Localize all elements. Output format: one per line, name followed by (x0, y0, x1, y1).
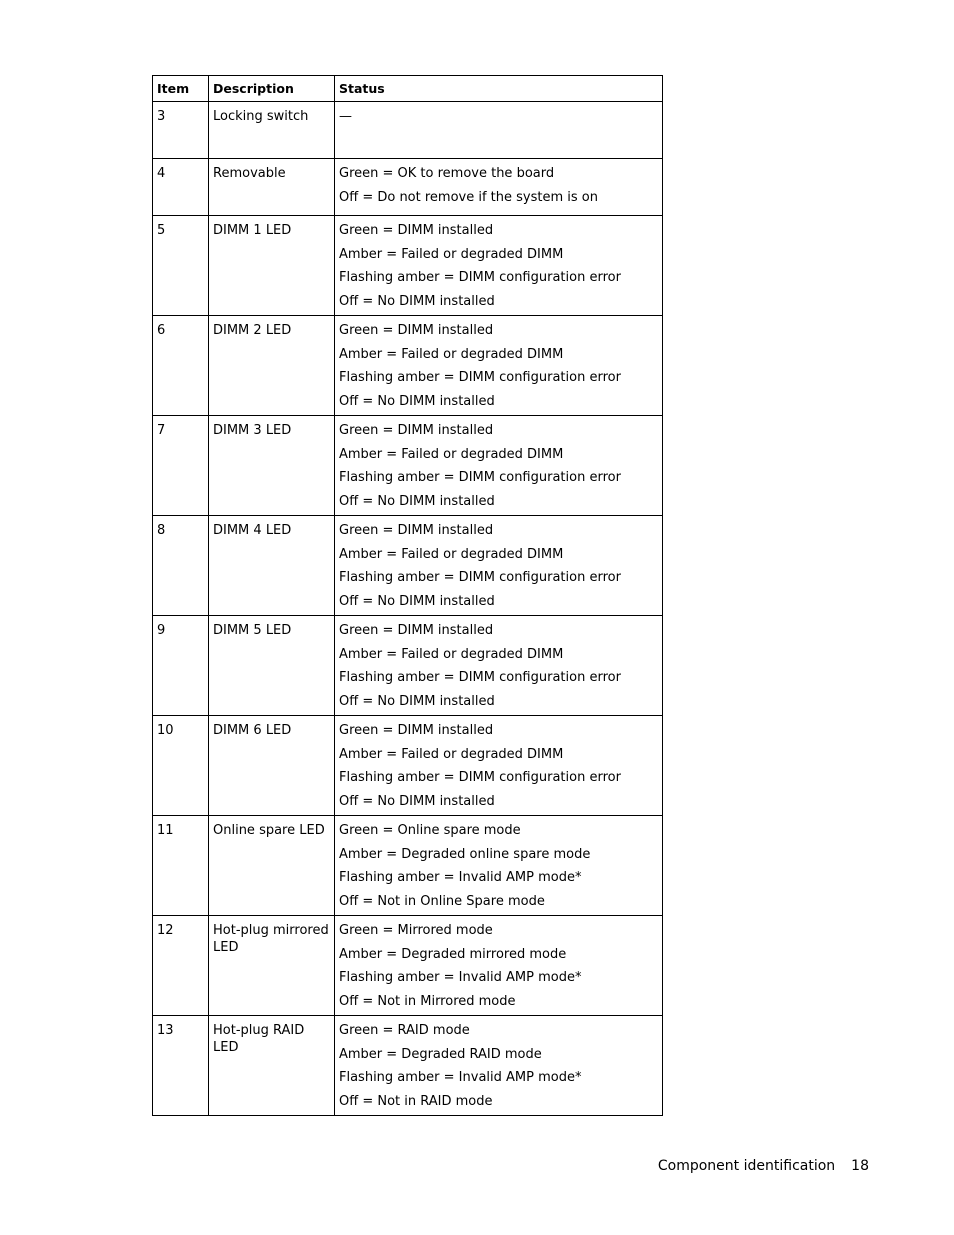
item-description: DIMM 5 LED (213, 623, 292, 638)
cell-status (335, 716, 663, 816)
status-line: Off = Not in Mirrored mode (339, 993, 516, 1009)
status-line: Off = No DIMM installed (339, 493, 495, 509)
item-description: Locking switch (213, 109, 309, 124)
item-number: 3 (157, 109, 166, 124)
status-line: Flashing amber = DIMM configuration error (339, 670, 621, 685)
component-led-table (152, 75, 663, 1116)
cell-status (335, 616, 663, 716)
item-number: 10 (157, 723, 174, 738)
header-item: Item (153, 76, 209, 102)
item-description: DIMM 4 LED (213, 523, 292, 538)
status-line: Green = DIMM installed (339, 723, 494, 738)
status-line: Amber = Failed or degraded DIMM (339, 546, 564, 562)
cell-item (153, 616, 209, 716)
cell-status (335, 816, 663, 916)
table-row (153, 102, 663, 159)
status-line: Amber = Failed or degraded DIMM (339, 646, 564, 662)
status-line: Off = Not in Online Spare mode (339, 893, 545, 909)
item-number: 6 (157, 323, 166, 338)
table-row (153, 816, 663, 916)
status-line: Green = Mirrored mode (339, 923, 493, 938)
status-line: Flashing amber = Invalid AMP mode* (339, 870, 582, 885)
item-number: 4 (157, 166, 166, 181)
cell-item (153, 102, 209, 159)
table-header-row (153, 76, 663, 102)
item-description: Online spare LED (213, 823, 325, 838)
cell-description (209, 1016, 335, 1116)
cell-description (209, 916, 335, 1016)
cell-status (335, 102, 663, 159)
item-description: DIMM 6 LED (213, 723, 292, 738)
status-line: Green = DIMM installed (339, 323, 494, 338)
table-row (153, 159, 663, 216)
item-number: 13 (157, 1023, 174, 1038)
footer-page-number: 18 (851, 1158, 869, 1174)
cell-description (209, 816, 335, 916)
status-line: Flashing amber = Invalid AMP mode* (339, 1070, 582, 1085)
cell-item (153, 716, 209, 816)
item-description: Removable (213, 166, 286, 181)
status-line: Amber = Failed or degraded DIMM (339, 746, 564, 762)
item-description: DIMM 1 LED (213, 223, 292, 238)
status-line: Amber = Degraded online spare mode (339, 846, 591, 862)
item-number: 12 (157, 923, 174, 938)
cell-item (153, 916, 209, 1016)
footer-section-title: Component identification (657, 1158, 836, 1174)
cell-status (335, 416, 663, 516)
cell-description (209, 616, 335, 716)
status-line: Amber = Failed or degraded DIMM (339, 346, 564, 362)
item-number: 11 (157, 823, 174, 838)
cell-status (335, 1016, 663, 1116)
item-number: 7 (157, 423, 166, 438)
table-row (153, 316, 663, 416)
table-row (153, 216, 663, 316)
status-line: Green = DIMM installed (339, 623, 494, 638)
item-description: Hot-plug RAID LED (213, 1023, 305, 1055)
cell-item (153, 516, 209, 616)
cell-status (335, 316, 663, 416)
item-number: 9 (157, 623, 166, 638)
table-row (153, 516, 663, 616)
header-description: Description (209, 76, 335, 102)
cell-description (209, 102, 335, 159)
cell-item (153, 1016, 209, 1116)
status-line: Flashing amber = DIMM configuration error (339, 770, 621, 785)
cell-status (335, 216, 663, 316)
page-footer (658, 1158, 869, 1174)
cell-status (335, 516, 663, 616)
table-row (153, 716, 663, 816)
cell-item (153, 159, 209, 216)
status-line: Amber = Failed or degraded DIMM (339, 446, 564, 462)
cell-description (209, 316, 335, 416)
status-line: Flashing amber = DIMM configuration error (339, 570, 621, 585)
item-description: DIMM 3 LED (213, 423, 292, 438)
status-line: Off = Do not remove if the system is on (339, 189, 598, 205)
status-line: Flashing amber = DIMM configuration error (339, 470, 621, 485)
status-line: Off = No DIMM installed (339, 693, 495, 709)
item-number: 8 (157, 523, 166, 538)
table-row (153, 616, 663, 716)
status-line: Off = No DIMM installed (339, 393, 495, 409)
table-row (153, 1016, 663, 1116)
status-line: Off = Not in RAID mode (339, 1093, 493, 1109)
item-description: DIMM 2 LED (213, 323, 292, 338)
cell-item (153, 316, 209, 416)
status-line: Off = No DIMM installed (339, 293, 495, 309)
status-line: Amber = Degraded mirrored mode (339, 946, 567, 962)
cell-status (335, 159, 663, 216)
cell-description (209, 716, 335, 816)
cell-description (209, 159, 335, 216)
status-line: Amber = Failed or degraded DIMM (339, 246, 564, 262)
status-line: Flashing amber = DIMM configuration error (339, 370, 621, 385)
status-line: Flashing amber = Invalid AMP mode* (339, 970, 582, 985)
cell-description (209, 516, 335, 616)
status-line: Green = DIMM installed (339, 423, 494, 438)
status-line: Flashing amber = DIMM configuration error (339, 270, 621, 285)
status-line: Off = No DIMM installed (339, 793, 495, 809)
cell-item (153, 416, 209, 516)
item-number: 5 (157, 223, 166, 238)
cell-description (209, 216, 335, 316)
status-line: Green = Online spare mode (339, 823, 521, 838)
header-status: Status (335, 76, 663, 102)
cell-description (209, 416, 335, 516)
status-line: Green = DIMM installed (339, 523, 494, 538)
cell-item (153, 216, 209, 316)
table-row (153, 416, 663, 516)
cell-item (153, 816, 209, 916)
table-body (153, 102, 663, 1116)
status-line: — (339, 109, 352, 124)
item-description: Hot-plug mirrored LED (213, 923, 329, 955)
status-line: Green = OK to remove the board (339, 166, 555, 181)
cell-status (335, 916, 663, 1016)
status-line: Off = No DIMM installed (339, 593, 495, 609)
status-line: Green = DIMM installed (339, 223, 494, 238)
status-line: Amber = Degraded RAID mode (339, 1046, 542, 1062)
table-row (153, 916, 663, 1016)
status-line: Green = RAID mode (339, 1023, 470, 1038)
